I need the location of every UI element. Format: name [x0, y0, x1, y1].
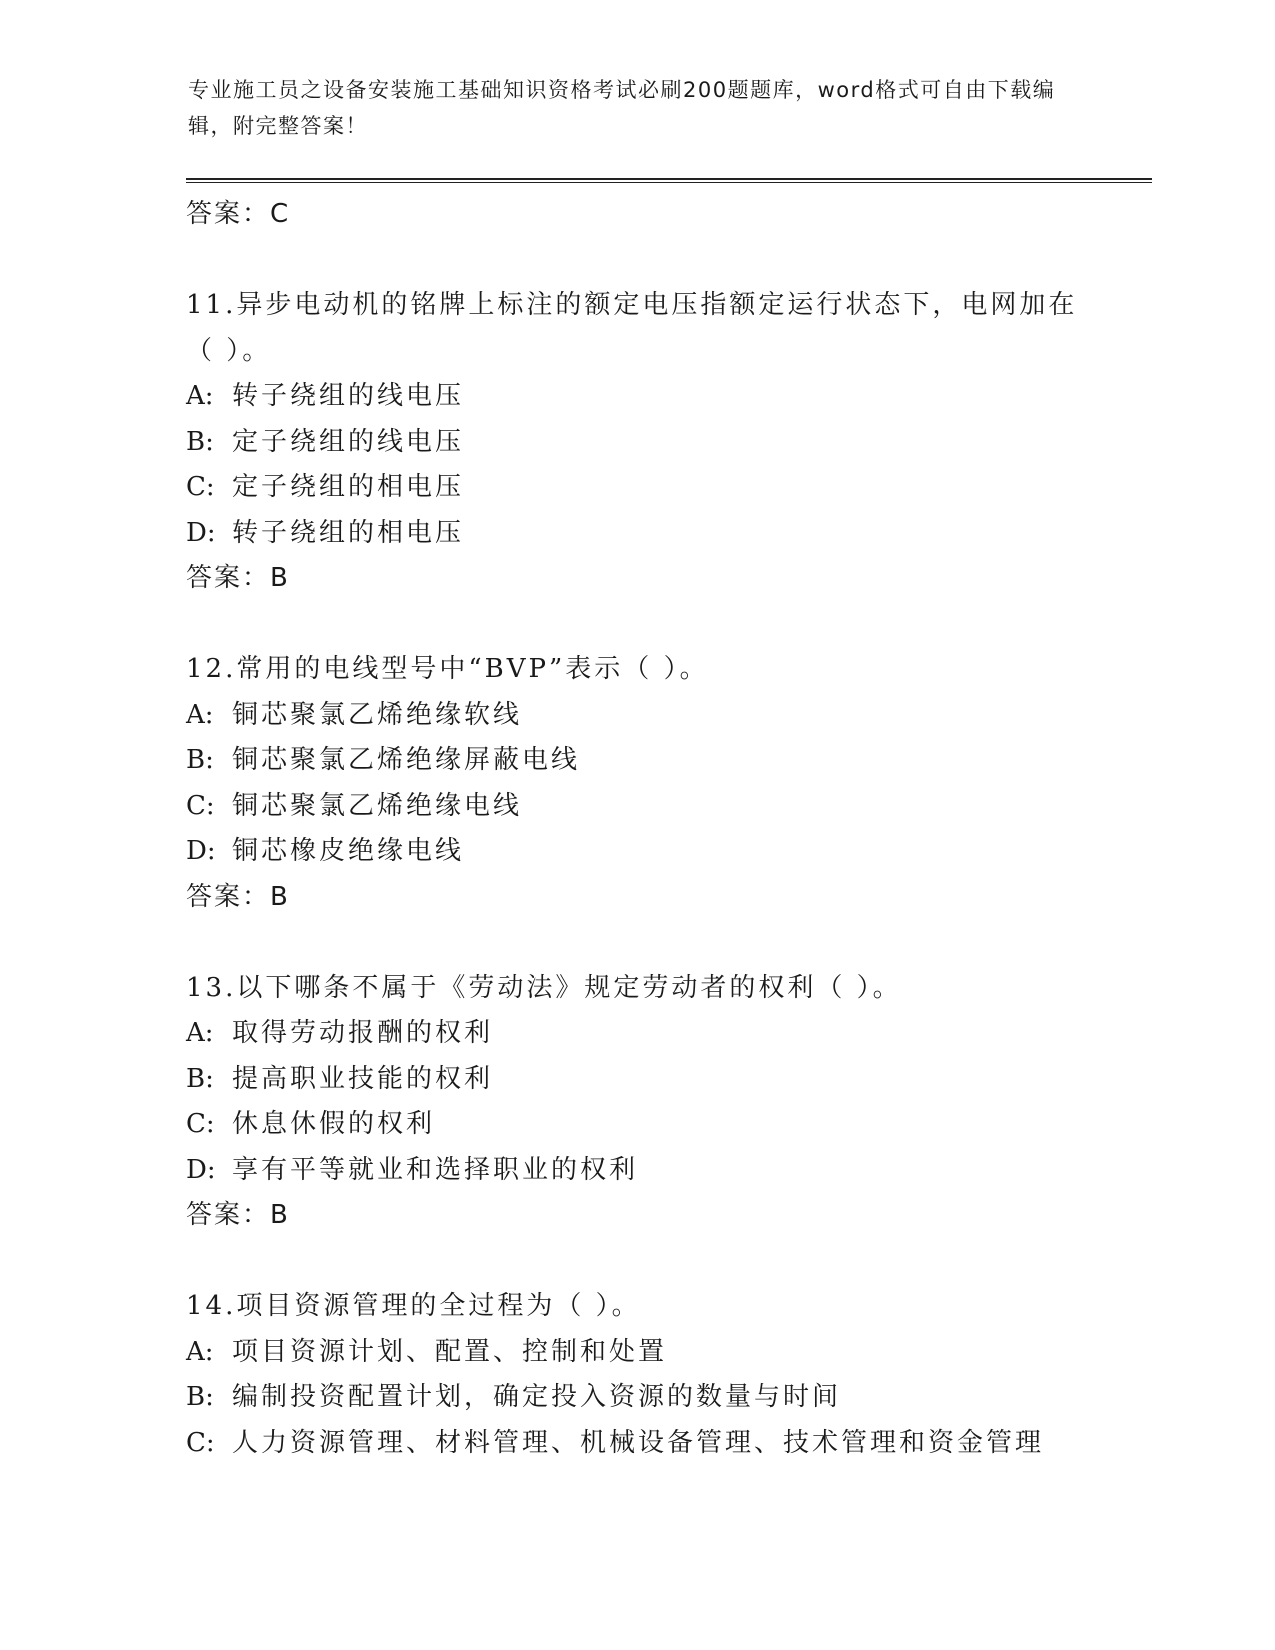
option-text: 铜芯聚氯乙烯绝缘屏蔽电线	[232, 745, 581, 775]
question-list	[186, 192, 1146, 1466]
question-stem: 13.以下哪条不属于《劳动法》规定劳动者的权利（ ）。	[186, 972, 902, 1003]
option-letter: A:	[186, 381, 214, 411]
answer-line: 答案：B	[186, 881, 290, 912]
option-b	[186, 738, 1146, 784]
option-c	[186, 1102, 1146, 1148]
spacer	[186, 1239, 1146, 1285]
spacer	[186, 920, 1146, 966]
option-a	[186, 374, 1146, 420]
option-d	[186, 829, 1146, 875]
option-text: 提高职业技能的权利	[232, 1063, 494, 1094]
option-text: 转子绕组的线电压	[232, 381, 465, 411]
option-text: 定子绕组的相电压	[232, 472, 465, 502]
option-a	[186, 1330, 1146, 1376]
answer-line: 答案：B	[186, 1200, 290, 1230]
option-text: 铜芯橡皮绝缘电线	[232, 836, 465, 866]
question-block	[186, 647, 1146, 920]
option-text: 铜芯聚氯乙烯绝缘软线	[232, 699, 523, 730]
option-d	[186, 511, 1146, 557]
option-b	[186, 1057, 1146, 1103]
option-text: 转子绕组的相电压	[232, 517, 465, 548]
option-c	[186, 1421, 1146, 1467]
answer-line: 答案：B	[186, 563, 290, 593]
question-block	[186, 283, 1146, 602]
document-header: 专业施工员之设备安装施工基础知识资格考试必刷200题题库，word格式可自由下载编辑，附完整答案！	[188, 78, 1056, 138]
option-letter: B:	[186, 426, 214, 457]
option-b	[186, 420, 1146, 466]
option-text: 项目资源计划、配置、控制和处置	[232, 1336, 668, 1367]
question-block	[186, 966, 1146, 1239]
option-letter: D:	[186, 836, 216, 866]
option-letter: C:	[186, 472, 215, 502]
option-letter: C:	[186, 1109, 215, 1139]
answer-line: 答案：C	[186, 199, 291, 229]
option-letter: C:	[186, 1427, 215, 1458]
option-c	[186, 784, 1146, 830]
option-a	[186, 693, 1146, 739]
question-stem: 11.异步电动机的铭牌上标注的额定电压指额定运行状态下，电网加在	[186, 290, 1078, 320]
option-d	[186, 1148, 1146, 1194]
option-text: 编制投资配置计划，确定投入资源的数量与时间	[232, 1382, 842, 1412]
header-divider	[186, 178, 1152, 183]
spacer	[186, 238, 1146, 284]
option-letter: D:	[186, 1154, 216, 1185]
option-text: 休息休假的权利	[232, 1109, 436, 1139]
option-a	[186, 1011, 1146, 1057]
option-text: 定子绕组的线电压	[232, 426, 465, 457]
option-text: 取得劳动报酬的权利	[232, 1018, 494, 1048]
option-letter: C:	[186, 790, 215, 821]
option-text: 人力资源管理、材料管理、机械设备管理、技术管理和资金管理	[232, 1427, 1045, 1458]
option-letter: A:	[186, 1018, 214, 1048]
question-block	[186, 1284, 1146, 1466]
question-stem-continued: （ ）。	[186, 335, 272, 366]
option-letter: B:	[186, 745, 214, 775]
option-letter: A:	[186, 699, 214, 730]
question-stem: 12.常用的电线型号中“BVP”表示（ ）。	[186, 654, 709, 684]
option-text: 享有平等就业和选择职业的权利	[232, 1154, 639, 1185]
option-letter: B:	[186, 1063, 214, 1094]
option-letter: B:	[186, 1382, 214, 1412]
spacer	[186, 602, 1146, 648]
option-c	[186, 465, 1146, 511]
option-letter: A:	[186, 1336, 214, 1367]
question-stem: 14.项目资源管理的全过程为（ ）。	[186, 1291, 641, 1321]
option-b	[186, 1375, 1146, 1421]
option-text: 铜芯聚氯乙烯绝缘电线	[232, 790, 523, 821]
option-letter: D:	[186, 517, 216, 548]
